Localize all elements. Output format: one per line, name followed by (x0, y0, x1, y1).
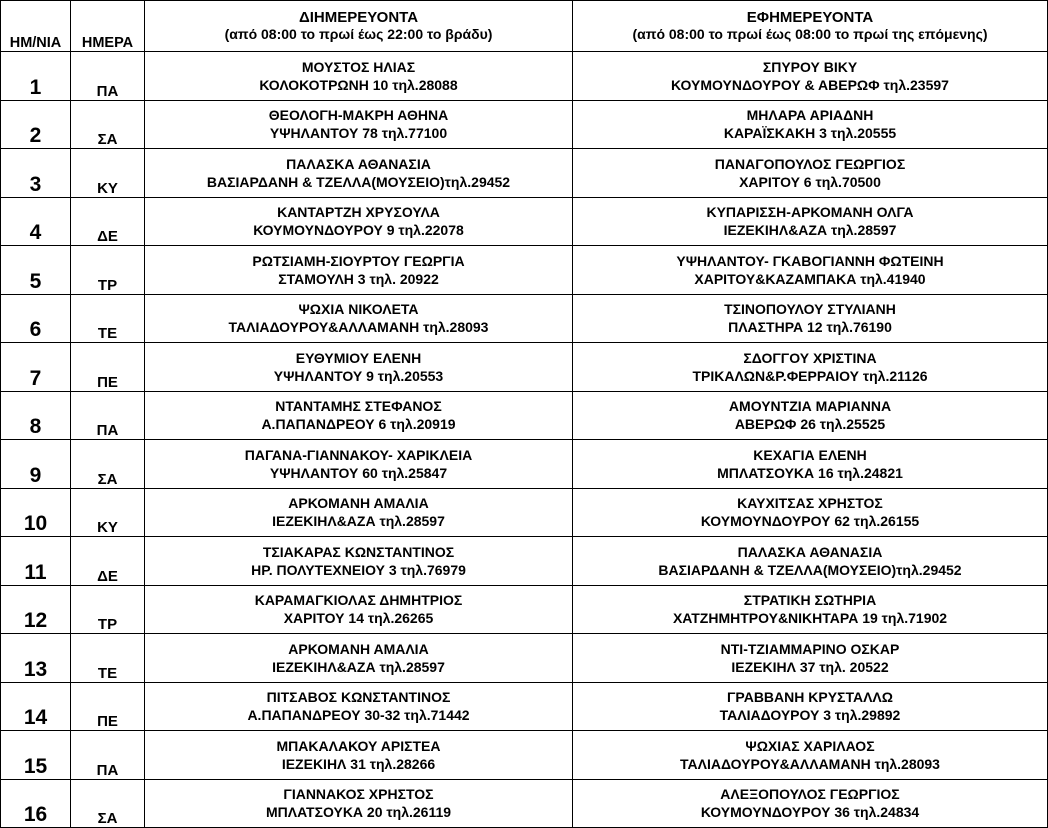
date-cell: 10 (1, 488, 71, 537)
table-row (1, 343, 1048, 392)
pharmacy-address-phone: ΗΡ. ΠΟΛΥΤΕΧΝΕΙΟΥ 3 τηλ.76979 (251, 561, 466, 578)
on-duty-pharmacy (573, 585, 1048, 634)
weekday-cell: ΤΡ (71, 585, 145, 634)
on-duty-pharmacy (573, 391, 1048, 440)
pharmacy-address-phone: ΙΕΖΕΚΙΗΛ 37 τηλ. 20522 (731, 658, 889, 675)
weekday-cell: ΠΕ (71, 343, 145, 392)
pharmacy-address-phone: ΤΑΛΙΑΔΟΥΡΟΥ&ΑΛΛΑΜΑΝΗ τηλ.28093 (680, 755, 940, 772)
date-cell: 13 (1, 634, 71, 683)
pharmacy-address-phone: ΥΨΗΛΑΝΤΟΥ 78 τηλ.77100 (269, 125, 448, 142)
pharmacist-name: ΓΡΑΒΒΑΝΗ ΚΡΥΣΤΑΛΛΩ (727, 689, 893, 706)
pharmacy-address-phone: Α.ΠΑΠΑΝΔΡΕΟΥ 30-32 τηλ.71442 (247, 707, 470, 724)
day-shift-pharmacy (145, 294, 573, 343)
day-shift-pharmacy (145, 585, 573, 634)
table-row (1, 682, 1048, 731)
pharmacist-name: ΝΤΙ-ΤΖΙΑΜΜΑΡΙΝΟ ΟΣΚΑΡ (720, 640, 900, 657)
date-cell: 11 (1, 537, 71, 586)
pharmacist-name: ΚΑΥΧΙΤΣΑΣ ΧΡΗΣΤΟΣ (737, 495, 883, 512)
day-shift-pharmacy (145, 537, 573, 586)
pharmacist-name: ΤΣΙΝΟΠΟΥΛΟΥ ΣΤΥΛΙΑΝΗ (724, 301, 896, 318)
pharmacy-address-phone: ΣΤΑΜΟΥΛΗ 3 τηλ. 20922 (278, 270, 439, 287)
weekday-cell: ΠΑ (71, 731, 145, 780)
pharmacist-name: ΑΡΚΟΜΑΝΗ ΑΜΑΛΙΑ (288, 640, 429, 657)
pharmacy-address-phone: ΙΕΖΕΚΙΗΛ&ΑΖΑ τηλ.28597 (723, 222, 897, 239)
date-cell: 7 (1, 343, 71, 392)
on-duty-pharmacy (573, 100, 1048, 149)
day-shift-pharmacy (145, 391, 573, 440)
date-cell: 9 (1, 440, 71, 489)
date-cell: 8 (1, 391, 71, 440)
day-shift-pharmacy (145, 52, 573, 101)
pharmacist-name: ΠΙΤΣΑΒΟΣ ΚΩΝΣΤΑΝΤΙΝΟΣ (266, 689, 451, 706)
table-row (1, 779, 1048, 828)
pharmacist-name: ΚΑΡΑΜΑΓΚΙΟΛΑΣ ΔΗΜΗΤΡΙΟΣ (254, 592, 463, 609)
on-duty-pharmacy (573, 52, 1048, 101)
weekday-cell: ΚΥ (71, 488, 145, 537)
day-shift-pharmacy (145, 246, 573, 295)
day-shift-pharmacy (145, 149, 573, 198)
header-on-duty-hours: (από 08:00 το πρωί έως 08:00 το πρωί της επόμενης) (632, 26, 988, 42)
pharmacy-address-phone: ΑΒΕΡΩΦ 26 τηλ.25525 (734, 416, 886, 433)
pharmacist-name: ΥΨΗΛΑΝΤΟΥ- ΓΚΑΒΟΓΙΑΝΝΗ ΦΩΤΕΙΝΗ (676, 252, 944, 269)
date-cell: 14 (1, 682, 71, 731)
table-row (1, 100, 1048, 149)
on-duty-pharmacy (573, 537, 1048, 586)
table-row (1, 294, 1048, 343)
table-row (1, 149, 1048, 198)
pharmacy-address-phone: ΜΠΛΑΤΣΟΥΚΑ 16 τηλ.24821 (717, 464, 903, 481)
header-day-shift-hours: (από 08:00 το πρωί έως 22:00 το βράδυ) (224, 26, 493, 42)
pharmacy-address-phone: ΚΟΥΜΟΥΝΔΟΥΡΟΥ 36 τηλ.24834 (700, 804, 920, 821)
table-row (1, 197, 1048, 246)
date-cell: 15 (1, 731, 71, 780)
day-shift-pharmacy (145, 682, 573, 731)
table-row (1, 634, 1048, 683)
pharmacy-address-phone: ΥΨΗΛΑΝΤΟΥ 60 τηλ.25847 (269, 464, 448, 481)
pharmacist-name: ΜΠΑΚΑΛΑΚΟΥ ΑΡΙΣΤΕΑ (276, 737, 441, 754)
day-shift-pharmacy (145, 100, 573, 149)
pharmacy-address-phone: ΧΑΤΖΗΜΗΤΡΟΥ&ΝΙΚΗΤΑΡΑ 19 τηλ.71902 (672, 610, 948, 627)
date-cell: 2 (1, 100, 71, 149)
pharmacy-address-phone: ΙΕΖΕΚΙΗΛ 31 τηλ.28266 (281, 755, 436, 772)
pharmacy-address-phone: ΒΑΣΙΑΡΔΑΝΗ & ΤΖΕΛΛΑ(ΜΟΥΣΕΙΟ)τηλ.29452 (206, 173, 511, 190)
table-row (1, 488, 1048, 537)
on-duty-pharmacy (573, 779, 1048, 828)
on-duty-pharmacy (573, 440, 1048, 489)
pharmacist-name: ΑΜΟΥΝΤΖΙΑ ΜΑΡΙΑΝΝΑ (728, 398, 892, 415)
pharmacist-name: ΑΡΚΟΜΑΝΗ ΑΜΑΛΙΑ (288, 495, 429, 512)
weekday-cell: ΣΑ (71, 779, 145, 828)
pharmacist-name: ΤΣΙΑΚΑΡΑΣ ΚΩΝΣΤΑΝΤΙΝΟΣ (262, 543, 455, 560)
pharmacist-name: ΚΥΠΑΡΙΣΣΗ-ΑΡΚΟΜΑΝΗ ΟΛΓΑ (706, 204, 914, 221)
weekday-cell: ΔΕ (71, 537, 145, 586)
table-row (1, 731, 1048, 780)
on-duty-pharmacy (573, 634, 1048, 683)
pharmacist-name: ΠΑΛΑΣΚΑ ΑΘΑΝΑΣΙΑ (286, 155, 431, 172)
weekday-cell: ΠΕ (71, 682, 145, 731)
pharmacist-name: ΠΑΓΑΝΑ-ΓΙΑΝΝΑΚΟΥ- ΧΑΡΙΚΛΕΙΑ (244, 446, 473, 463)
pharmacist-name: ΣΤΡΑΤΙΚΗ ΣΩΤΗΡΙΑ (743, 592, 877, 609)
day-shift-pharmacy (145, 440, 573, 489)
on-duty-pharmacy (573, 246, 1048, 295)
pharmacy-address-phone: ΤΑΛΙΑΔΟΥΡΟΥ&ΑΛΛΑΜΑΝΗ τηλ.28093 (228, 319, 489, 336)
date-cell: 12 (1, 585, 71, 634)
header-date: ΗΜ/ΝΙΑ (1, 1, 71, 52)
pharmacy-address-phone: ΧΑΡΙΤΟΥ&ΚΑΖΑΜΠΑΚΑ τηλ.41940 (694, 270, 926, 287)
schedule-rows (1, 52, 1048, 828)
pharmacist-name: ΠΑΛΑΣΚΑ ΑΘΑΝΑΣΙΑ (737, 543, 883, 560)
header-day-shift-title: ΔΙΗΜΕΡΕΥΟΝΤΑ (298, 9, 419, 26)
pharmacy-address-phone: Α.ΠΑΠΑΝΔΡΕΟΥ 6 τηλ.20919 (261, 416, 456, 433)
pharmacy-address-phone: ΧΑΡΙΤΟΥ 6 τηλ.70500 (739, 173, 881, 190)
pharmacist-name: ΠΑΝΑΓΟΠΟΥΛΟΣ ΓΕΩΡΓΙΟΣ (714, 155, 906, 172)
date-cell: 16 (1, 779, 71, 828)
header-row (1, 1, 1048, 52)
pharmacy-address-phone: ΜΠΛΑΤΣΟΥΚΑ 20 τηλ.26119 (265, 804, 452, 821)
pharmacist-name: ΜΗΛΑΡΑ ΑΡΙΑΔΝΗ (746, 107, 874, 124)
on-duty-pharmacy (573, 149, 1048, 198)
table-row (1, 440, 1048, 489)
on-duty-pharmacy (573, 682, 1048, 731)
header-weekday: ΗΜΕΡΑ (71, 1, 145, 52)
day-shift-pharmacy (145, 343, 573, 392)
weekday-cell: ΤΕ (71, 294, 145, 343)
header-on-duty (573, 1, 1048, 52)
pharmacist-name: ΨΩΧΙΑ ΝΙΚΟΛΕΤΑ (298, 301, 419, 318)
table-row (1, 537, 1048, 586)
pharmacy-address-phone: ΙΕΖΕΚΙΗΛ&ΑΖΑ τηλ.28597 (272, 658, 445, 675)
table-row (1, 585, 1048, 634)
pharmacy-address-phone: ΚΑΡΑΪΣΚΑΚΗ 3 τηλ.20555 (723, 125, 897, 142)
pharmacy-address-phone: ΧΑΡΙΤΟΥ 14 τηλ.26265 (283, 610, 434, 627)
pharmacy-address-phone: ΤΑΛΙΑΔΟΥΡΟΥ 3 τηλ.29892 (719, 707, 901, 724)
day-shift-pharmacy (145, 197, 573, 246)
on-duty-pharmacy (573, 197, 1048, 246)
date-cell: 6 (1, 294, 71, 343)
pharmacist-name: ΚΑΝΤΑΡΤΖΗ ΧΡΥΣΟΥΛΑ (277, 204, 440, 221)
weekday-cell: ΣΑ (71, 100, 145, 149)
table-row (1, 246, 1048, 295)
weekday-cell: ΚΥ (71, 149, 145, 198)
pharmacist-name: ΡΩΤΣΙΑΜΗ-ΣΙΟΥΡΤΟΥ ΓΕΩΡΓΙΑ (252, 252, 465, 269)
on-duty-pharmacy (573, 294, 1048, 343)
pharmacist-name: ΜΟΥΣΤΟΣ ΗΛΙΑΣ (301, 58, 416, 75)
pharmacist-name: ΣΠΥΡΟΥ ΒΙΚΥ (762, 58, 858, 75)
on-duty-pharmacy (573, 731, 1048, 780)
pharmacy-address-phone: ΚΟΥΜΟΥΝΔΟΥΡΟΥ 9 τηλ.22078 (253, 222, 464, 239)
pharmacist-name: ΑΛΕΞΟΠΟΥΛΟΣ ΓΕΩΡΓΙΟΣ (720, 786, 900, 803)
weekday-cell: ΠΑ (71, 391, 145, 440)
day-shift-pharmacy (145, 779, 573, 828)
on-duty-pharmacy (573, 488, 1048, 537)
pharmacist-name: ΨΩΧΙΑΣ ΧΑΡΙΛΑΟΣ (745, 737, 875, 754)
weekday-cell: ΔΕ (71, 197, 145, 246)
date-cell: 3 (1, 149, 71, 198)
pharmacist-name: ΣΔΟΓΓΟΥ ΧΡΙΣΤΙΝΑ (743, 349, 877, 366)
pharmacy-address-phone: ΠΛΑΣΤΗΡΑ 12 τηλ.76190 (728, 319, 892, 336)
pharmacy-address-phone: ΤΡΙΚΑΛΩΝ&Ρ.ΦΕΡΡΑΙΟΥ τηλ.21126 (692, 367, 928, 384)
header-on-duty-title: ΕΦΗΜΕΡΕΥΟΝΤΑ (746, 9, 874, 26)
weekday-cell: ΤΕ (71, 634, 145, 683)
pharmacist-name: ΓΙΑΝΝΑΚΟΣ ΧΡΗΣΤΟΣ (283, 786, 434, 803)
pharmacy-address-phone: ΚΟΥΜΟΥΝΔΟΥΡΟΥ & ΑΒΕΡΩΦ τηλ.23597 (671, 76, 949, 93)
table-row (1, 52, 1048, 101)
table-row (1, 391, 1048, 440)
pharmacist-name: ΕΥΘΥΜΙΟΥ ΕΛΕΝΗ (295, 349, 422, 366)
on-duty-pharmacy (573, 343, 1048, 392)
weekday-cell: ΣΑ (71, 440, 145, 489)
pharmacist-name: ΘΕΟΛΟΓΗ-ΜΑΚΡΗ ΑΘΗΝΑ (268, 107, 449, 124)
pharmacy-address-phone: ΚΟΛΟΚΟΤΡΩΝΗ 10 τηλ.28088 (259, 76, 458, 93)
weekday-cell: ΤΡ (71, 246, 145, 295)
header-day-shift (145, 1, 573, 52)
day-shift-pharmacy (145, 634, 573, 683)
weekday-cell: ΠΑ (71, 52, 145, 101)
pharmacist-name: ΝΤΑΝΤΑΜΗΣ ΣΤΕΦΑΝΟΣ (275, 398, 442, 415)
pharmacy-address-phone: ΥΨΗΛΑΝΤΟΥ 9 τηλ.20553 (273, 367, 444, 384)
pharmacy-address-phone: ΒΑΣΙΑΡΔΑΝΗ & ΤΖΕΛΛΑ(ΜΟΥΣΕΙΟ)τηλ.29452 (658, 561, 962, 578)
date-cell: 4 (1, 197, 71, 246)
date-cell: 1 (1, 52, 71, 101)
pharmacy-address-phone: ΙΕΖΕΚΙΗΛ&ΑΖΑ τηλ.28597 (272, 513, 445, 530)
day-shift-pharmacy (145, 731, 573, 780)
pharmacy-address-phone: ΚΟΥΜΟΥΝΔΟΥΡΟΥ 62 τηλ.26155 (700, 513, 920, 530)
pharmacist-name: ΚΕΧΑΓΙΑ ΕΛΕΝΗ (753, 446, 867, 463)
date-cell: 5 (1, 246, 71, 295)
day-shift-pharmacy (145, 488, 573, 537)
